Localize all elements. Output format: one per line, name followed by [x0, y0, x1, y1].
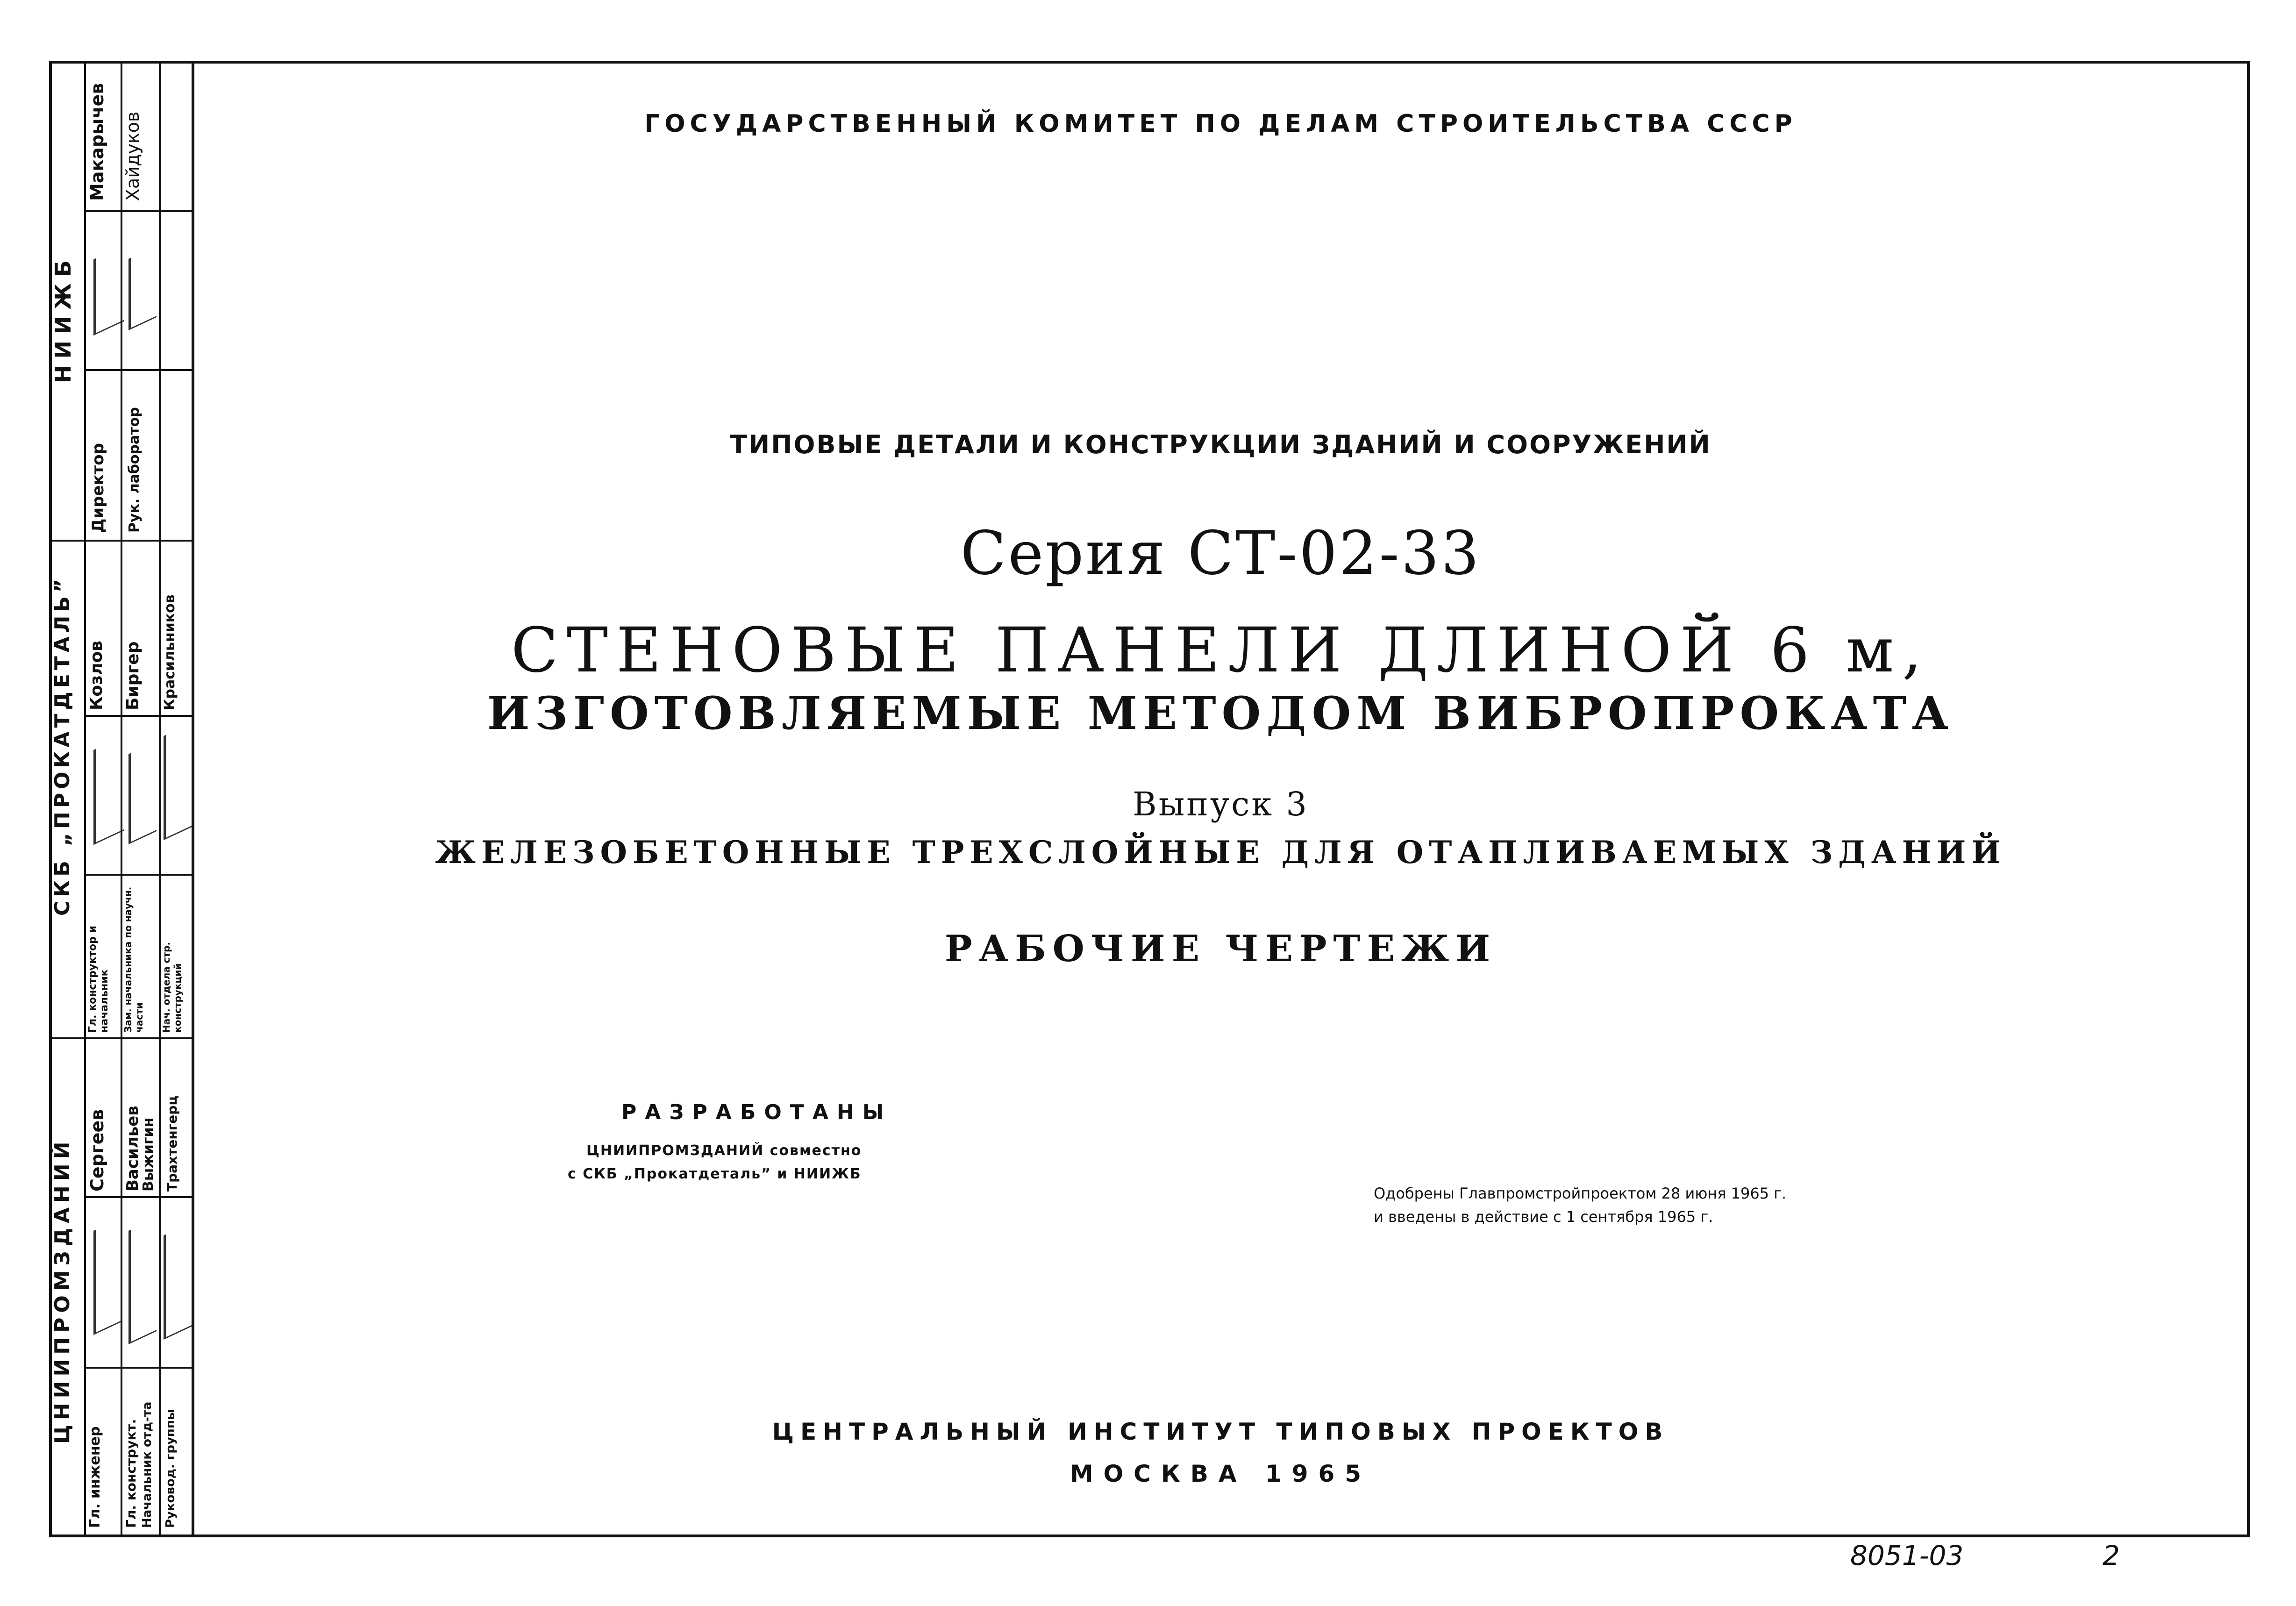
document-number: 8051-03 — [1850, 1540, 1964, 1571]
stamp-role: Гл. инженер — [87, 1426, 103, 1528]
stamp-name: Биргер — [123, 641, 143, 710]
sheet-number: 2 — [2103, 1540, 2120, 1571]
signature-mark — [128, 741, 157, 844]
frame-top-border — [49, 61, 2250, 64]
stamp-role: Нач. отдела стр. конструкций — [161, 942, 183, 1033]
developed-heading: РАЗРАБОТАНЫ — [621, 1100, 892, 1124]
committee-heading: ГОСУДАРСТВЕННЫЙ КОМИТЕТ ПО ДЕЛАМ СТРОИТЕЛЬСТВА СССР — [644, 110, 1797, 138]
stamp-divider — [159, 61, 161, 1537]
stamp-role: Зам. начальника по научн. части — [122, 886, 145, 1033]
issue-subtitle: ЖЕЛЕЗОБЕТОННЫЕ ТРЕХСЛОЙНЫЕ ДЛЯ ОТАПЛИВАЕМЫХ ЗДАНИЙ — [435, 834, 2006, 871]
stamp-role: Гл. конструктор и начальник — [87, 926, 110, 1033]
stamp-role: Гл. конструкт. — [123, 1419, 139, 1528]
title-line-1: СТЕНОВЫЕ ПАНЕЛИ ДЛИНОЙ 6 м, — [511, 614, 1931, 686]
series-title: Серия СТ-02-33 — [960, 519, 1481, 588]
stamp-row-divider — [84, 1367, 194, 1369]
approval-line-2: и введены в действие с 1 сентября 1965 г. — [1374, 1208, 1713, 1226]
signature-mark — [128, 246, 157, 330]
frame-right-border — [2247, 61, 2250, 1537]
stamp-name: Васильев — [123, 1106, 142, 1192]
stamp-section-divider — [49, 540, 194, 542]
signature-mark — [164, 722, 194, 840]
stamp-row-divider — [84, 210, 194, 212]
signature-mark — [93, 1218, 121, 1335]
working-drawings-label: РАБОЧИЕ ЧЕРТЕЖИ — [944, 928, 1497, 970]
stamp-name: Козлов — [87, 641, 106, 710]
signature-mark — [128, 1218, 157, 1344]
developed-line-1: ЦНИИПРОМЗДАНИЙ совместно — [586, 1142, 862, 1159]
stamp-org-tsniipromzdaniy: ЦНИИПРОМЗДАНИЙ — [50, 1137, 74, 1444]
stamp-section-divider — [49, 1037, 194, 1039]
issue-number: Выпуск 3 — [1133, 785, 1309, 823]
stamp-name: Трахтенгерц — [164, 1095, 180, 1192]
category-heading: ТИПОВЫЕ ДЕТАЛИ И КОНСТРУКЦИИ ЗДАНИЙ И СООРУЖЕНИЙ — [730, 430, 1711, 459]
stamp-role: Начальник отд-та — [140, 1401, 154, 1528]
frame-bottom-border — [49, 1535, 2250, 1537]
stamp-name: Макарычев — [87, 83, 107, 201]
stamp-name: Сергеев — [87, 1109, 107, 1192]
stamp-name: Выжигин — [140, 1117, 157, 1192]
stamp-row-divider — [84, 715, 194, 717]
approval-line-1: Одобрены Главпромстройпроектом 28 июня 1965 г. — [1374, 1185, 1787, 1202]
stamp-org-niizhb: НИИЖБ — [50, 254, 76, 383]
signature-mark — [164, 1222, 192, 1340]
stamp-row-divider — [84, 369, 194, 371]
stamp-name: Хайдуков — [122, 111, 143, 201]
stamp-divider — [84, 61, 86, 1537]
stamp-role: Директор — [89, 443, 107, 533]
stamp-row-divider — [84, 1196, 194, 1198]
city-year: МОСКВА 1965 — [1070, 1460, 1372, 1487]
stamp-role: Руковод. группы — [164, 1409, 178, 1528]
stamp-row-divider — [84, 874, 194, 876]
signature-mark — [93, 245, 124, 335]
developed-line-2: с СКБ „Прокатдеталь” и НИИЖБ — [568, 1166, 862, 1182]
signature-mark — [93, 736, 124, 845]
institute-name: ЦЕНТРАЛЬНЫЙ ИНСТИТУТ ТИПОВЫХ ПРОЕКТОВ — [772, 1418, 1669, 1445]
title-line-2: ИЗГОТОВЛЯЕМЫЕ МЕТОДОМ ВИБРОПРОКАТА — [487, 687, 1954, 740]
stamp-org-skb: СКБ „ПРОКАТДЕТАЛЬ” — [50, 575, 74, 916]
stamp-role: Рук. лаборатор — [126, 407, 143, 533]
stamp-name: Красильников — [162, 594, 178, 710]
